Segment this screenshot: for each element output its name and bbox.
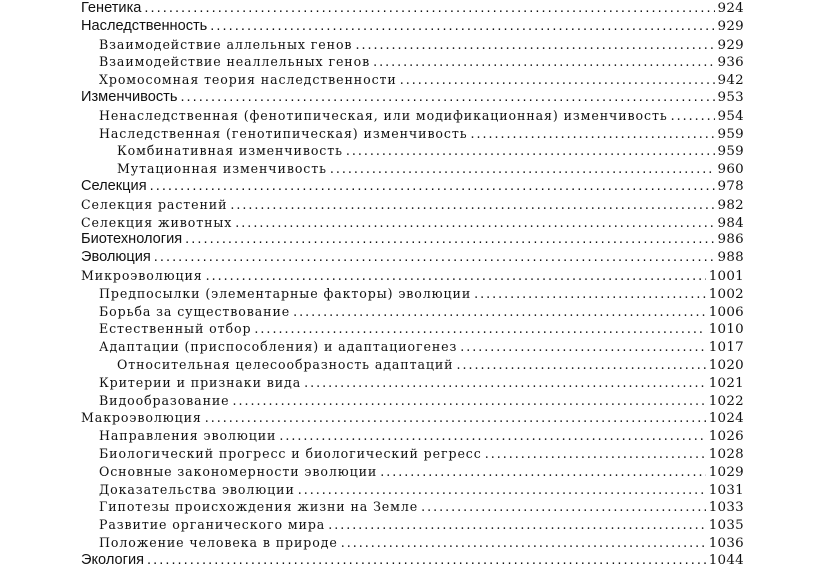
toc-entry <box>81 36 744 54</box>
toc-entry <box>81 89 744 107</box>
toc-entry-title: Селекция животных <box>81 214 233 230</box>
toc-entry-page-number: 982 <box>717 197 744 213</box>
toc-entry <box>81 71 744 89</box>
toc-entry <box>81 231 744 249</box>
toc-entry-title: Биотехнология <box>81 231 183 248</box>
dot-leader <box>373 53 714 71</box>
dot-leader <box>279 427 705 445</box>
dot-leader <box>485 445 706 463</box>
toc-entry-page-number: 1035 <box>708 518 744 534</box>
toc-entry <box>81 196 744 214</box>
toc-entry-page-number: 1024 <box>708 411 744 427</box>
toc-entry-page-number: 988 <box>717 250 744 266</box>
toc-entry-page-number: 936 <box>717 55 744 71</box>
toc-entry-page-number: 1028 <box>708 446 744 462</box>
toc-entry-page-number: 1001 <box>708 268 744 284</box>
dot-leader <box>144 0 714 18</box>
toc-entry-page-number: 984 <box>717 215 744 231</box>
toc-entry-title: Основные закономерности эволюции <box>99 463 378 479</box>
toc-entry-title: Микроэволюция <box>81 267 203 283</box>
toc-entry-title: Доказательства эволюции <box>99 481 295 497</box>
toc-entry-title: Взаимодействие аллельных генов <box>99 36 353 52</box>
toc-entry <box>81 516 744 534</box>
toc-entry <box>81 552 744 570</box>
toc-entry-title: Относительная целесообразность адаптаций <box>117 356 454 372</box>
toc-entry <box>81 142 744 160</box>
toc-entry-page-number: 959 <box>717 144 744 160</box>
toc-entry-title: Развитие органического мира <box>99 517 326 533</box>
dot-leader <box>341 534 706 552</box>
toc-entry-title: Мутационная изменчивость <box>117 161 327 177</box>
dot-leader <box>671 107 715 125</box>
dot-leader <box>293 303 706 321</box>
toc-entry-page-number: 1020 <box>708 357 744 373</box>
dot-leader <box>150 178 715 196</box>
toc-entry <box>81 0 744 18</box>
dot-leader <box>328 516 706 534</box>
dot-leader <box>154 249 715 267</box>
table-of-contents <box>81 0 744 570</box>
toc-entry-page-number: 924 <box>717 1 744 16</box>
dot-leader <box>254 320 705 338</box>
toc-entry <box>81 320 744 338</box>
toc-entry-title: Адаптации (приспособления) и адаптациогенез <box>99 339 458 355</box>
toc-entry <box>81 178 744 196</box>
toc-entry-title: Борьба за существование <box>99 303 291 319</box>
toc-entry-page-number: 1036 <box>708 535 744 551</box>
toc-entry-title: Хромосомная теория наследственности <box>99 72 397 88</box>
dot-leader <box>400 71 715 89</box>
toc-entry <box>81 356 744 374</box>
toc-entry-page-number: 1029 <box>708 464 744 480</box>
dot-leader <box>330 160 715 178</box>
toc-entry-page-number: 1002 <box>708 286 744 302</box>
toc-entry <box>81 445 744 463</box>
dot-leader <box>233 392 706 410</box>
toc-entry-title: Естественный отбор <box>99 321 252 337</box>
toc-entry-page-number: 986 <box>717 232 744 248</box>
toc-entry-title: Эволюция <box>81 249 151 266</box>
toc-entry-title: Гипотезы происхождения жизни на Земле <box>99 499 419 515</box>
toc-entry <box>81 338 744 356</box>
dot-leader <box>471 125 715 143</box>
toc-entry <box>81 534 744 552</box>
dot-leader <box>185 231 714 249</box>
toc-entry-title: Изменчивость <box>81 88 178 105</box>
toc-entry-title: Направления эволюции <box>99 428 277 444</box>
toc-entry <box>81 427 744 445</box>
toc-entry-title: Экология <box>81 551 145 568</box>
toc-entry-page-number: 1006 <box>708 304 744 320</box>
toc-entry-title: Ненаследственная (фенотипическая, или модификационная) изменчивость <box>99 107 668 123</box>
toc-entry-title: Биологический прогресс и биологический регресс <box>99 445 482 461</box>
toc-entry <box>81 107 744 125</box>
toc-entry-page-number: 929 <box>717 37 744 53</box>
toc-entry <box>81 285 744 303</box>
toc-entry-page-number: 942 <box>717 73 744 89</box>
toc-entry-page-number: 954 <box>717 108 744 124</box>
toc-entry-title: Предпосылки (элементарные факторы) эволюции <box>99 285 472 301</box>
toc-entry <box>81 267 744 285</box>
dot-leader <box>456 356 705 374</box>
toc-entry <box>81 409 744 427</box>
toc-entry <box>81 374 744 392</box>
toc-entry-page-number: 959 <box>717 126 744 142</box>
toc-entry-page-number: 1010 <box>708 322 744 338</box>
toc-entry <box>81 249 744 267</box>
dot-leader <box>210 18 714 36</box>
dot-leader <box>304 374 706 392</box>
toc-entry-page-number: 1044 <box>708 552 744 568</box>
dot-leader <box>346 142 715 160</box>
toc-entry-page-number: 1033 <box>708 500 744 516</box>
dot-leader <box>421 498 706 516</box>
toc-entry-page-number: 953 <box>717 89 744 105</box>
toc-entry-title: Генетика <box>81 0 142 16</box>
dot-leader <box>355 36 714 54</box>
toc-entry-page-number: 1022 <box>708 393 744 409</box>
dot-leader <box>474 285 706 303</box>
toc-entry-title: Селекция растений <box>81 196 228 212</box>
dot-leader <box>235 214 714 232</box>
dot-leader <box>230 196 714 214</box>
toc-entry-title: Комбинативная изменчивость <box>117 143 343 159</box>
toc-entry-page-number: 960 <box>717 162 744 178</box>
toc-entry-page-number: 1031 <box>708 482 744 498</box>
toc-entry-page-number: 1021 <box>708 375 744 391</box>
toc-entry <box>81 392 744 410</box>
toc-entry-title: Селекция <box>81 177 147 194</box>
toc-entry-page-number: 1026 <box>708 429 744 445</box>
dot-leader <box>298 481 706 499</box>
toc-entry <box>81 463 744 481</box>
toc-entry <box>81 481 744 499</box>
toc-entry-page-number: 929 <box>717 18 744 34</box>
toc-entry-title: Положение человека в природе <box>99 534 338 550</box>
toc-entry-title: Наследственная (генотипическая) изменчивость <box>99 125 468 141</box>
toc-entry-title: Макроэволюция <box>81 410 202 426</box>
dot-leader <box>205 409 706 427</box>
dot-leader <box>180 89 714 107</box>
toc-entry <box>81 498 744 516</box>
toc-entry <box>81 53 744 71</box>
toc-entry-page-number: 1017 <box>708 340 744 356</box>
toc-entry-page-number: 978 <box>717 178 744 194</box>
dot-leader <box>380 463 706 481</box>
toc-entry <box>81 214 744 232</box>
toc-entry <box>81 18 744 36</box>
toc-entry <box>81 160 744 178</box>
toc-entry-title: Наследственность <box>81 17 208 34</box>
toc-entry-title: Видообразование <box>99 392 230 408</box>
toc-entry-title: Взаимодействие неаллельных генов <box>99 54 371 70</box>
dot-leader <box>206 267 706 285</box>
dot-leader <box>147 552 706 570</box>
toc-entry <box>81 303 744 321</box>
toc-entry-title: Критерии и признаки вида <box>99 374 302 390</box>
toc-entry <box>81 125 744 143</box>
dot-leader <box>460 338 705 356</box>
